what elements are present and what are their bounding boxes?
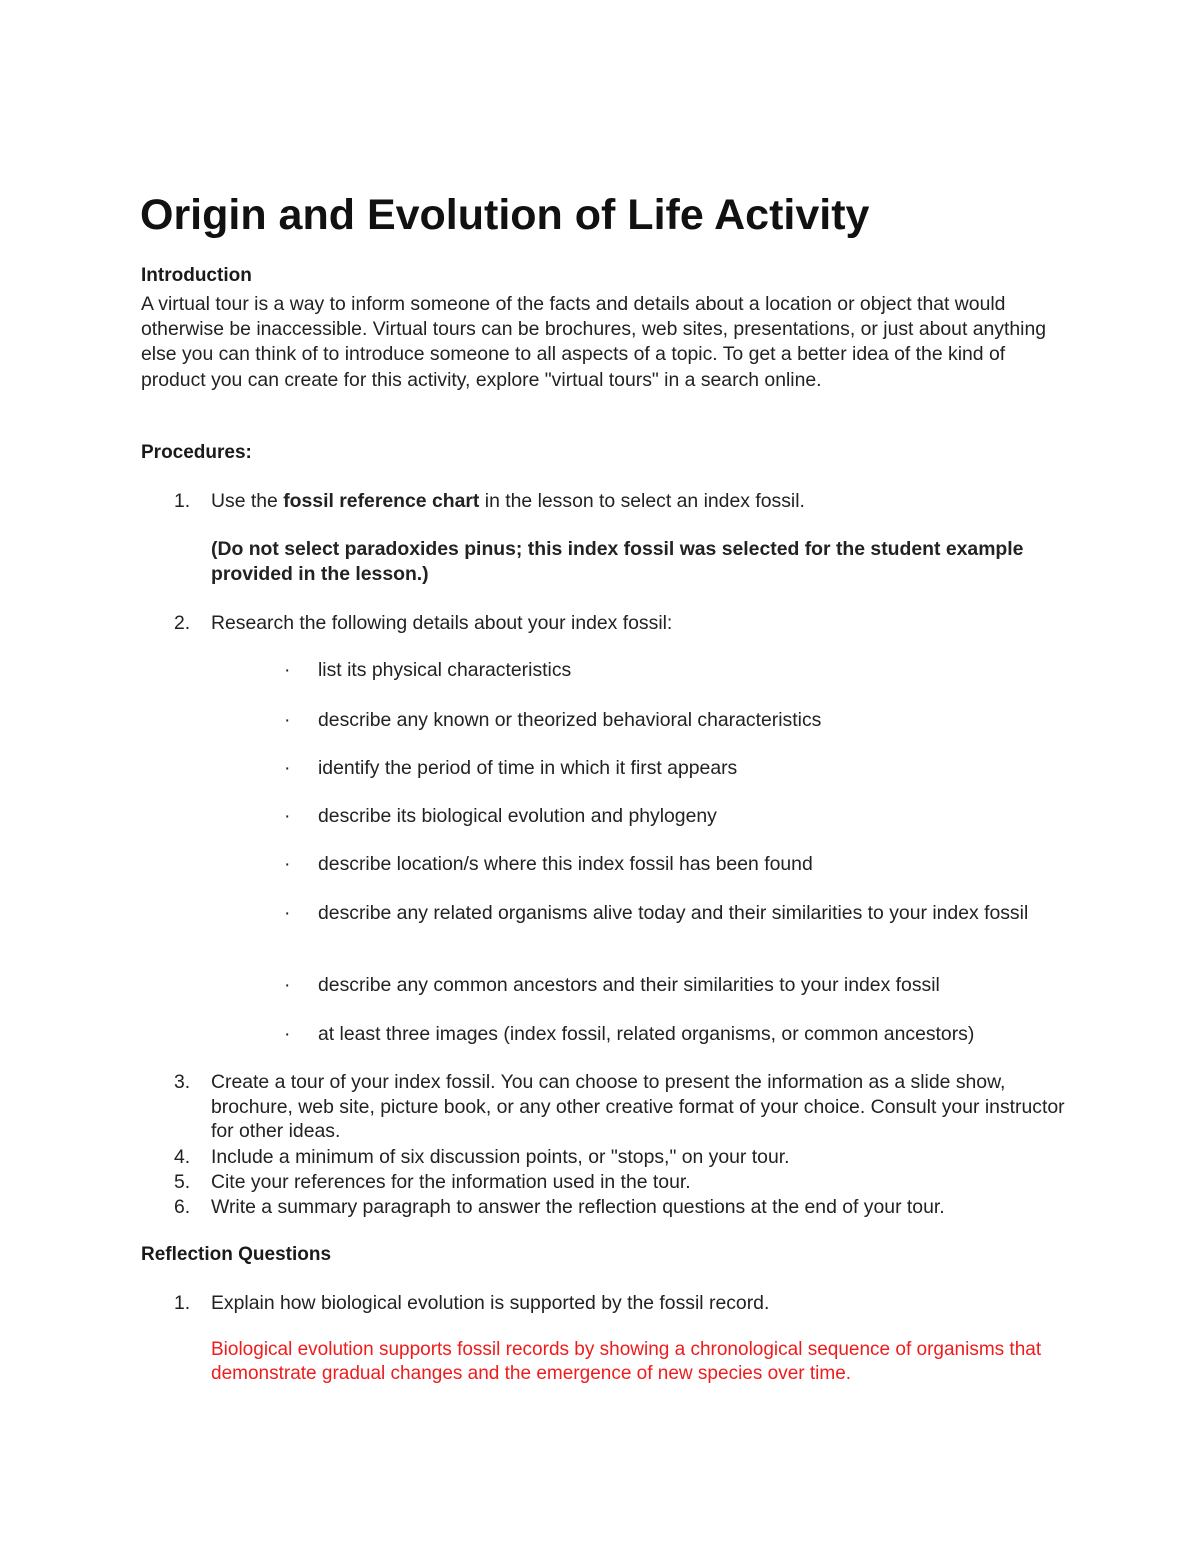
step-number: 2. <box>174 612 191 634</box>
detail-item <box>284 1022 1074 1046</box>
detail-item <box>284 804 1074 828</box>
introduction-heading: Introduction <box>141 265 252 286</box>
step-number: 5. <box>174 1171 191 1193</box>
step-number: 1. <box>174 490 191 512</box>
detail-text: list its physical characteristics <box>318 659 572 681</box>
reflection-heading: Reflection Questions <box>141 1244 332 1265</box>
bullet-icon: · <box>284 902 291 924</box>
fossil-reference-chart-emphasis: fossil reference chart <box>283 490 480 512</box>
step-text: Write a summary paragraph to answer the reflection questions at the end of your tour. <box>211 1196 945 1218</box>
detail-item <box>284 658 1074 682</box>
bullet-icon: · <box>284 805 291 827</box>
page-title: Origin and Evolution of Life Activity <box>140 191 870 239</box>
detail-text: describe location/s where this index fossil has been found <box>318 853 813 875</box>
step-text: Cite your references for the information used in the tour. <box>211 1171 691 1193</box>
procedures-heading: Procedures: <box>141 442 252 463</box>
detail-item <box>284 901 1074 925</box>
step-text <box>211 489 1071 514</box>
detail-text: describe any common ancestors and their similarities to your index fossil <box>318 974 940 996</box>
detail-item <box>284 852 1074 876</box>
reflection-answer-1: Biological evolution supports fossil records by showing a chronological sequence of organisms that demonstrate gradual changes and the emergence of new species over time. <box>211 1339 1042 1384</box>
bullet-icon: · <box>284 659 291 681</box>
question-number: 1. <box>174 1292 191 1314</box>
step-1-note: (Do not select paradoxides pinus; this index fossil was selected for the student example provided in the lesson.) <box>211 538 1024 585</box>
detail-text: describe any known or theorized behavioral characteristics <box>318 709 822 731</box>
detail-text: identify the period of time in which it first appears <box>318 757 738 779</box>
step-text: Include a minimum of six discussion points, or "stops," on your tour. <box>211 1146 790 1168</box>
detail-text: describe its biological evolution and phylogeny <box>318 805 717 827</box>
question-text: Explain how biological evolution is supported by the fossil record. <box>211 1292 770 1314</box>
step-text: Research the following details about your index fossil: <box>211 612 673 634</box>
bullet-icon: · <box>284 974 291 996</box>
bullet-icon: · <box>284 853 291 875</box>
bullet-icon: · <box>284 757 291 779</box>
introduction-paragraph: A virtual tour is a way to inform someone of the facts and details about a location or object that would otherwise be inaccessible. Virtual tours can be brochures, web sites, presentations, or just about anything else you can think of to introduce someone to all aspects of a topic. To get a better idea of the kind of product you can create for this activity, explore "virtual tours" in a search online. <box>141 293 1047 391</box>
detail-item <box>284 708 1074 732</box>
detail-item <box>284 973 1074 997</box>
detail-text: at least three images (index fossil, related organisms, or common ancestors) <box>318 1023 975 1045</box>
step-text-after: in the lesson to select an index fossil. <box>479 490 805 512</box>
step-number: 3. <box>174 1071 191 1093</box>
detail-item <box>284 756 1074 780</box>
step-text-before: Use the <box>211 490 284 512</box>
bullet-icon: · <box>284 709 291 731</box>
step-number: 4. <box>174 1146 191 1168</box>
detail-text: describe any related organisms alive today and their similarities to your index fossil <box>318 902 1029 924</box>
step-text: Create a tour of your index fossil. You can choose to present the information as a slide show, brochure, web site, picture book, or any other creative format of your choice. Consult your instructor for other ideas. <box>211 1071 1065 1142</box>
step-number: 6. <box>174 1196 191 1218</box>
bullet-icon: · <box>284 1023 291 1045</box>
